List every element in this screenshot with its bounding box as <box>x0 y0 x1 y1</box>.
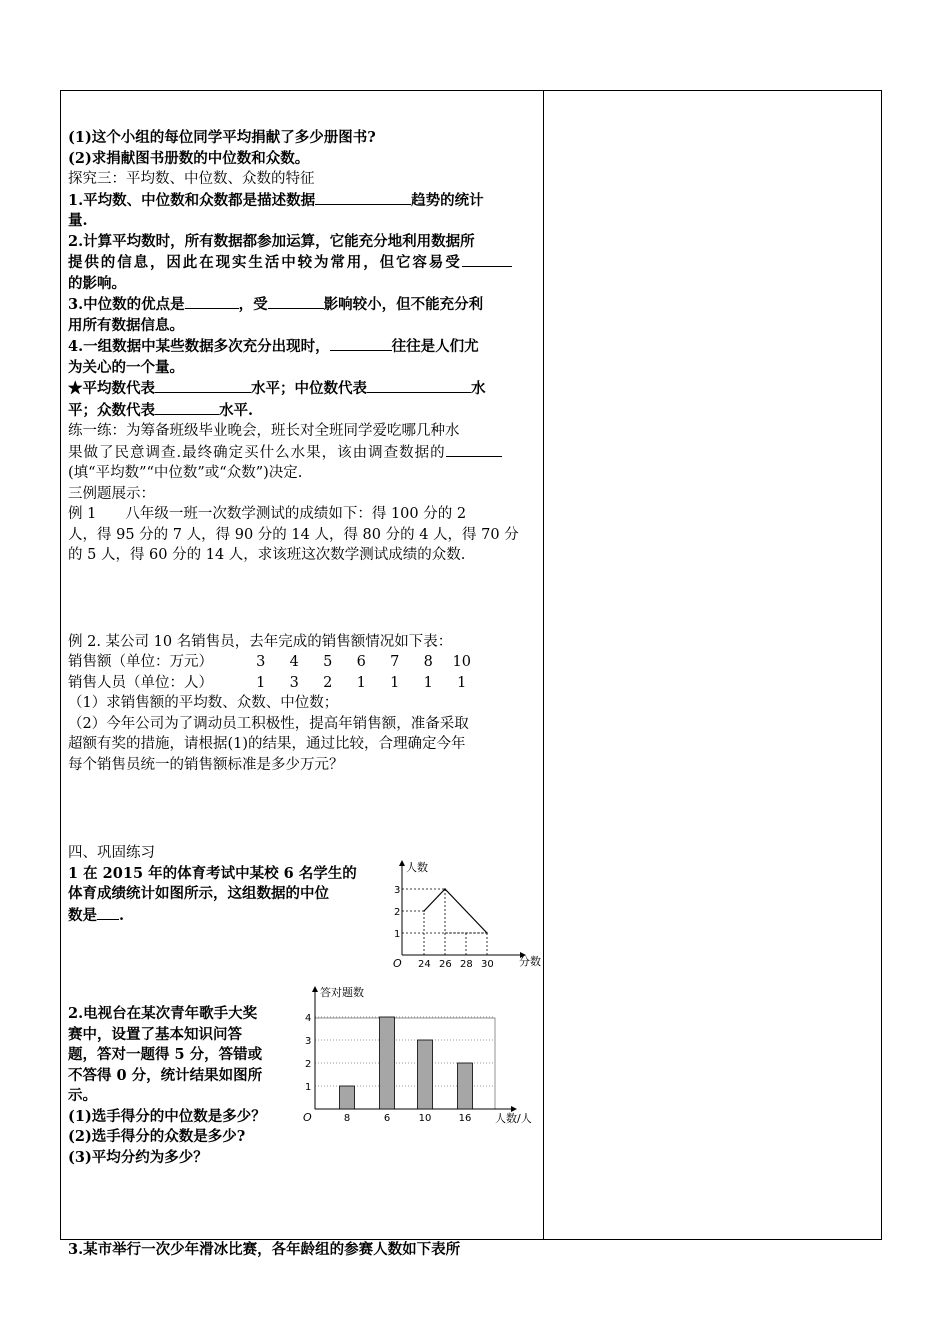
example-1-line-a: 例 1 八年级一班一次数学测试的成绩如下：得 100 分的 2 <box>68 506 467 522</box>
table-cell: 4 <box>289 654 299 670</box>
star-text-b: 水平；中位数代表 <box>251 380 367 397</box>
y-tick-label: 2 <box>394 907 401 918</box>
point-4-text-a: 4.一组数据中某些数据多次充分出现时， <box>68 338 330 355</box>
x-tick-label: 24 <box>418 959 431 970</box>
blank <box>185 294 239 309</box>
question-1: (1)这个小组的每位同学平均捐献了多少册图书? <box>68 129 376 146</box>
question-2: (2)求捐献图书册数的中位数和众数。 <box>68 149 310 167</box>
point-4-line-a <box>68 336 538 358</box>
spacer <box>68 1168 538 1240</box>
blank <box>462 252 512 267</box>
data-line <box>424 889 487 933</box>
blank <box>268 294 324 309</box>
point-1 <box>68 190 538 212</box>
data-point <box>444 888 446 890</box>
sales-row-people <box>68 673 538 694</box>
y-tick-label: 3 <box>305 1036 312 1047</box>
blank <box>315 190 411 205</box>
star-text-a: ★平均数代表 <box>68 380 155 397</box>
star-text-c: 水 <box>471 380 486 397</box>
bar <box>380 1017 395 1109</box>
blank <box>97 905 119 920</box>
exercise-1-text-d: . <box>119 906 125 924</box>
point-2-line-a: 2.计算平均数时，所有数据都参加运算，它能充分地利用数据所 <box>68 232 475 250</box>
bar <box>458 1063 473 1109</box>
x-tick-label: 26 <box>439 959 452 970</box>
sales-row-amount-label: 销售额（单位：万元） <box>68 654 213 670</box>
table-cell: 7 <box>390 654 400 670</box>
exercise-1-line-b: 体育成绩统计如图所示，这组数据的中位 <box>68 885 329 902</box>
y-tick-label: 3 <box>394 885 401 896</box>
data-point <box>423 910 425 912</box>
point-2-line-b <box>68 252 538 274</box>
explore-3-heading: 探究三：平均数、中位数、众数的特征 <box>68 171 315 187</box>
table-cell: 1 <box>457 674 467 691</box>
exercise-1-line-a: 1 在 2015 年的体育考试中某校 6 名学生的 <box>68 864 357 882</box>
point-3-text-c: 影响较小，但不能充分利 <box>323 296 484 313</box>
practice-line-b <box>68 442 538 464</box>
data-point <box>486 932 488 934</box>
origin-label: O <box>393 957 402 970</box>
table-cell: 6 <box>356 654 366 670</box>
point-2-line-c: 的影响。 <box>68 274 126 292</box>
point-3-line-a <box>68 294 538 316</box>
point-2-text-b: 提供的信息，因此在现实生活中较为常用，但它容易受 <box>68 254 462 271</box>
exercise-2-line-e: 示。 <box>68 1087 97 1104</box>
score-line-chart <box>380 858 545 978</box>
origin-label: O <box>303 1111 312 1124</box>
blank <box>155 400 219 415</box>
answers-bar-chart <box>295 983 545 1128</box>
example-2-question-2b: 超额有奖的措施，请根据(1)的结果，通过比较，合理确定今年 <box>68 736 466 752</box>
table-cell: 5 <box>323 654 333 670</box>
blank <box>155 378 251 393</box>
y-tick-label: 1 <box>305 1082 312 1093</box>
point-1-text-b: 趋势的统计 <box>411 191 484 209</box>
sales-row-amount <box>68 652 538 673</box>
sales-row-people-label: 销售人员（单位：人） <box>68 674 213 691</box>
table-cell: 1 <box>390 674 400 691</box>
x-axis-label: 分数 <box>519 955 541 968</box>
x-tick-label: 30 <box>481 959 494 970</box>
table-cell: 1 <box>423 674 433 691</box>
x-tick-label: 10 <box>418 1113 432 1124</box>
table-cell: 3 <box>256 654 266 670</box>
point-4-text-b: 往往是人们尤 <box>391 338 479 355</box>
blank <box>367 378 471 393</box>
practice-line-c: (填“平均数”“中位数”或“众数”)决定. <box>68 465 303 481</box>
answer-space <box>68 566 538 632</box>
y-axis-arrow <box>312 986 318 992</box>
bar <box>340 1086 355 1109</box>
table-cell: 1 <box>356 674 366 691</box>
y-axis-arrow <box>399 860 405 866</box>
exercise-2-line-d: 不答得 0 分，统计结果如图所 <box>68 1066 263 1084</box>
y-axis-label: 答对题数 <box>320 986 364 999</box>
star-text-e: 水平. <box>219 401 254 419</box>
star-text-d: 平；众数代表 <box>68 401 155 419</box>
example-2-question-2c: 每个销售员统一的销售额标准是多少万元？ <box>68 756 344 773</box>
table-cell: 3 <box>289 674 299 691</box>
example-1-line-c: 的 5 人，得 60 分的 14 人，求该班这次数学测试成绩的众数. <box>68 547 466 563</box>
practice-line-a: 练一练：为筹备班级毕业晚会，班长对全班同学爱吃哪几种水 <box>68 423 460 439</box>
y-axis-label: 人数 <box>406 861 428 874</box>
point-3-line-b: 用所有数据信息。 <box>68 316 184 334</box>
exercise-1-text-c: 数是 <box>68 906 97 924</box>
exercise-3-line-a: 3.某市举行一次少年滑冰比赛，各年龄组的参赛人数如下表所 <box>68 1241 461 1258</box>
x-tick-label: 16 <box>458 1113 472 1124</box>
answer-space <box>68 775 538 843</box>
exercise-2-question-2: (2)选手得分的众数是多少? <box>68 1128 246 1145</box>
point-4-line-b: 为关心的一个量。 <box>68 358 184 376</box>
exercise-2-question-3: (3)平均分约为多少？ <box>68 1148 208 1166</box>
table-cell: 8 <box>423 654 433 670</box>
table-cell: 2 <box>323 674 333 691</box>
blank <box>330 336 392 351</box>
point-1-text-a: 1.平均数、中位数和众数都是描述数据 <box>68 191 316 209</box>
x-tick-label: 28 <box>460 959 473 970</box>
blank <box>446 442 502 457</box>
example-1-line-b: 人，得 95 分的 7 人，得 90 分的 14 人，得 80 分的 4 人，得 70 分 <box>68 526 519 543</box>
star-line-a <box>68 378 538 400</box>
y-tick-label: 1 <box>394 929 401 940</box>
x-axis-label: 人数/人 <box>495 1112 532 1125</box>
bar <box>418 1040 433 1109</box>
table-cell: 10 <box>452 654 471 670</box>
example-2-question-2a: （2）今年公司为了调动员工积极性，提高年销售额，准备采取 <box>68 715 469 732</box>
practice-text-b: 果做了民意调查.最终确定买什么水果，该由调查数据的 <box>68 444 446 461</box>
exercise-2-line-c: 题，答对一题得 5 分，答错或 <box>68 1046 263 1063</box>
star-line-b <box>68 400 538 422</box>
exercise-2-line-b: 赛中，设置了基本知识问答 <box>68 1025 242 1043</box>
x-tick-label: 6 <box>383 1113 391 1124</box>
example-2-question-1: （1）求销售额的平均数、众数、中位数； <box>68 695 339 711</box>
x-tick-label: 8 <box>343 1113 351 1124</box>
y-tick-label: 4 <box>305 1013 312 1024</box>
exercise-2-line-a: 2.电视台在某次青年歌手大奖 <box>68 1005 258 1022</box>
exercise-2-question-1: (1)选手得分的中位数是多少？ <box>68 1107 266 1125</box>
point-1-cont: 量. <box>68 212 88 229</box>
point-3-text-b: ，受 <box>238 296 268 313</box>
y-tick-label: 2 <box>305 1059 312 1070</box>
example-2-line-a: 例 2. 某公司 10 名销售员，去年完成的销售额情况如下表： <box>68 633 453 650</box>
examples-heading: 三例题展示： <box>68 485 155 502</box>
point-3-text-a: 3.中位数的优点是 <box>68 296 185 313</box>
section-4-heading: 四、巩固练习 <box>68 845 155 861</box>
table-cell: 1 <box>256 674 266 691</box>
